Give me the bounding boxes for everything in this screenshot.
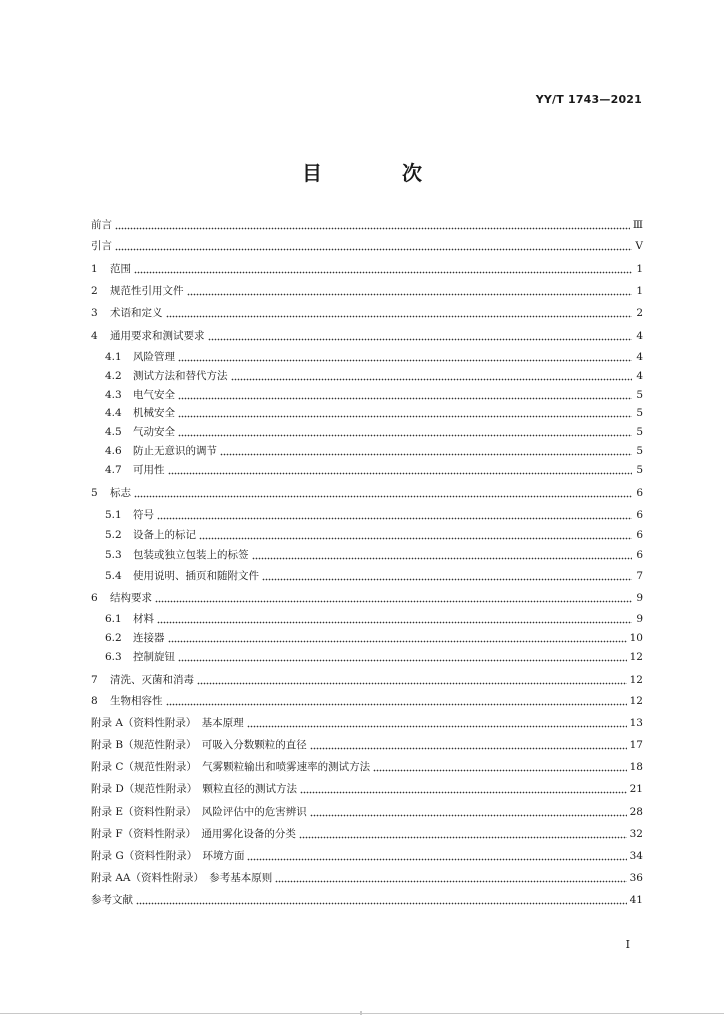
- toc-entry-text: 标志: [110, 487, 131, 499]
- toc-entry-label: [105, 388, 178, 402]
- toc-page-number: 9: [636, 613, 643, 625]
- toc-entry-number: 4: [91, 330, 98, 342]
- toc-entry[interactable]: [105, 608, 643, 626]
- toc-entry-label: [105, 406, 178, 420]
- toc-entry-number: 5: [91, 487, 98, 499]
- toc-entry-text: 可用性: [133, 464, 165, 476]
- toc-dot-leader: [166, 692, 627, 706]
- toc-entry-text: 附录 F（资料性附录） 通用雾化设备的分类: [91, 828, 296, 840]
- toc-entry[interactable]: [91, 734, 643, 752]
- toc-entry-text: 引言: [91, 240, 112, 252]
- toc-entry-text: 使用说明、插页和随附文件: [133, 570, 259, 582]
- toc-entry-text: 附录 AA（资料性附录） 参考基本原则: [91, 872, 273, 884]
- toc-entry[interactable]: [91, 482, 643, 500]
- toc-entry[interactable]: [105, 504, 643, 522]
- toc-entry-text: 设备上的标记: [133, 529, 196, 541]
- toc-page-number: 5: [636, 445, 643, 457]
- toc-entry-text: 前言: [91, 219, 112, 231]
- toc-entry-label: [91, 218, 115, 232]
- toc-entry-text: 范围: [110, 263, 131, 275]
- toc-entry-text: 生物相容性: [110, 695, 163, 707]
- toc-entry[interactable]: [91, 778, 643, 796]
- toc-entry[interactable]: [105, 384, 643, 402]
- toc-entry[interactable]: [105, 565, 643, 583]
- toc-page-number: 7: [636, 570, 643, 582]
- toc-page-number: 10: [629, 632, 643, 644]
- toc-page-number: 4: [636, 370, 643, 382]
- toc-dot-leader: [262, 567, 632, 581]
- toc-dot-leader: [300, 780, 627, 794]
- toc-entry-text: 参考文献: [91, 894, 133, 906]
- toc-entry[interactable]: [91, 587, 643, 605]
- toc-entry[interactable]: [91, 823, 643, 841]
- toc-entry-label: [105, 528, 199, 542]
- toc-entry[interactable]: [105, 346, 643, 364]
- toc-entry[interactable]: [91, 302, 643, 320]
- toc-entry-label: [91, 591, 155, 605]
- toc-entry[interactable]: [105, 627, 643, 645]
- toc-entry-label: [91, 486, 134, 500]
- toc-page-number: 21: [629, 783, 643, 795]
- toc-page-number: 6: [636, 549, 643, 561]
- toc-entry-text: 风险管理: [133, 351, 175, 363]
- toc-entry-label: [105, 631, 168, 645]
- toc-dot-leader: [187, 282, 633, 296]
- toc-entry[interactable]: [91, 867, 643, 885]
- toc-page-number: 5: [636, 407, 643, 419]
- toc-page-number: 2: [636, 307, 643, 319]
- toc-entry-label: [91, 871, 275, 885]
- toc-page-number: 36: [629, 872, 643, 884]
- toc-entry-number: 5.4: [105, 570, 122, 582]
- toc-entry-text: 包装或独立包装上的标签: [133, 549, 249, 561]
- toc-entry-number: 4.6: [105, 445, 122, 457]
- toc-page-number: 1: [636, 263, 643, 275]
- footer-tick: [360, 1011, 362, 1015]
- toc-page-number: 6: [636, 487, 643, 499]
- toc-entry-text: 气动安全: [133, 426, 175, 438]
- toc-page-number: 18: [629, 761, 643, 773]
- toc-entry-label: [105, 548, 252, 562]
- toc-dot-leader: [197, 671, 627, 685]
- toc-page-number: Ⅴ: [635, 240, 643, 252]
- toc-entry[interactable]: [91, 235, 643, 253]
- toc-dot-leader: [115, 216, 630, 230]
- toc-entry-label: [91, 782, 300, 796]
- toc-entry-label: [91, 262, 134, 276]
- toc-entry-label: [105, 508, 157, 522]
- toc-entry-number: 4.4: [105, 407, 122, 419]
- toc-entry-number: 5.1: [105, 509, 122, 521]
- footer-rule: [0, 1013, 724, 1014]
- page-title: 目 次: [302, 161, 452, 185]
- toc-page-number: 9: [636, 592, 643, 604]
- toc-dot-leader: [275, 869, 626, 883]
- toc-entry[interactable]: [105, 402, 643, 420]
- toc-dot-leader: [231, 367, 633, 381]
- toc-entry-text: 电气安全: [133, 389, 175, 401]
- toc-dot-leader: [134, 484, 632, 498]
- toc-entry-label: [91, 239, 115, 253]
- toc-entry-number: 3: [91, 307, 98, 319]
- toc-entry-text: 清洗、灭菌和消毒: [110, 674, 194, 686]
- toc-entry-label: [105, 463, 168, 477]
- toc-entry[interactable]: [91, 258, 643, 276]
- toc-dot-leader: [373, 758, 627, 772]
- toc-entry[interactable]: [91, 756, 643, 774]
- toc-page-number: 6: [636, 509, 643, 521]
- toc-dot-leader: [252, 546, 633, 560]
- toc-entry-label: [91, 306, 166, 320]
- toc-entry[interactable]: [91, 712, 643, 730]
- toc-page-number: 12: [629, 674, 643, 686]
- toc-entry-text: 附录 B（规范性附录） 可吸入分数颗粒的直径: [91, 739, 307, 751]
- toc-entry-number: 6.2: [105, 632, 122, 644]
- toc-entry-label: [105, 425, 178, 439]
- toc-entry-text: 附录 C（规范性附录） 气雾颗粒输出和喷雾速率的测试方法: [91, 761, 371, 773]
- toc-entry-text: 符号: [133, 509, 154, 521]
- toc-entry-label: [91, 893, 136, 907]
- toc-entry[interactable]: [91, 845, 643, 863]
- toc-entry-number: 4.7: [105, 464, 122, 476]
- toc-entry-label: [105, 612, 157, 626]
- toc-page-number: 13: [629, 717, 643, 729]
- toc-dot-leader: [178, 423, 632, 437]
- toc-dot-leader: [115, 237, 632, 251]
- toc-dot-leader: [157, 506, 632, 520]
- toc-page-number: 12: [629, 695, 643, 707]
- toc-entry-label: [91, 284, 187, 298]
- toc-page-number: 5: [636, 389, 643, 401]
- toc-entry-label: [91, 760, 373, 774]
- toc-dot-leader: [178, 404, 632, 418]
- toc-entry-text: 连接器: [133, 632, 165, 644]
- toc-entry-number: 5.3: [105, 549, 122, 561]
- toc-page-number: 4: [636, 330, 643, 342]
- toc-page-number: 12: [629, 651, 643, 663]
- toc-entry-text: 通用要求和测试要求: [110, 330, 205, 342]
- toc-dot-leader: [178, 648, 627, 662]
- toc-dot-leader: [168, 629, 627, 643]
- toc-entry[interactable]: [105, 365, 643, 383]
- toc-entry-text: 机械安全: [133, 407, 175, 419]
- toc-dot-leader: [178, 386, 632, 400]
- toc-entry[interactable]: [91, 889, 643, 907]
- toc-entry[interactable]: [105, 524, 643, 542]
- toc-dot-leader: [136, 891, 627, 905]
- toc-dot-leader: [168, 461, 633, 475]
- toc-entry[interactable]: [91, 325, 643, 343]
- toc-entry-text: 控制旋钮: [133, 651, 175, 663]
- toc-page-number: 32: [629, 828, 643, 840]
- toc-entry-label: [91, 716, 247, 730]
- toc-entry[interactable]: [91, 669, 643, 687]
- toc-entry[interactable]: [91, 801, 643, 819]
- toc-entry-number: 6.3: [105, 651, 122, 663]
- toc-page-number: 34: [629, 850, 643, 862]
- standard-code: YY/T 1743—2021: [535, 93, 642, 106]
- toc-dot-leader: [134, 260, 632, 274]
- toc-page-number: 17: [629, 739, 643, 751]
- toc-dot-leader: [166, 304, 633, 318]
- toc-entry-number: 4.3: [105, 389, 122, 401]
- toc-entry-number: 6: [91, 592, 98, 604]
- toc-page-number: 1: [636, 285, 643, 297]
- toc-entry-text: 附录 G（资料性附录） 环境方面: [91, 850, 245, 862]
- toc-dot-leader: [220, 442, 632, 456]
- toc-entry[interactable]: [91, 690, 643, 708]
- toc-entry-text: 附录 A（资料性附录） 基本原理: [91, 717, 244, 729]
- toc-entry-label: [91, 849, 247, 863]
- toc-entry-text: 防止无意识的调节: [133, 445, 217, 457]
- toc-entry-label: [91, 694, 166, 708]
- toc-entry[interactable]: [105, 421, 643, 439]
- toc-entry-label: [105, 369, 231, 383]
- toc-entry-label: [91, 827, 299, 841]
- toc-entry-number: 6.1: [105, 613, 122, 625]
- toc-entry-text: 结构要求: [110, 592, 152, 604]
- toc-entry-number: 7: [91, 674, 98, 686]
- toc-page-number: 6: [636, 529, 643, 541]
- toc-page-number: 41: [629, 894, 643, 906]
- toc-entry-text: 测试方法和替代方法: [133, 370, 228, 382]
- page-number: Ⅰ: [625, 938, 630, 951]
- toc-entry[interactable]: [91, 214, 643, 232]
- toc-entry-label: [105, 650, 178, 664]
- toc-page-number: Ⅲ: [632, 219, 643, 231]
- toc-entry-number: 4.5: [105, 426, 122, 438]
- toc-entry[interactable]: [105, 646, 643, 664]
- toc-entry-label: [91, 329, 208, 343]
- toc-dot-leader: [247, 714, 627, 728]
- toc-entry-label: [91, 673, 197, 687]
- toc-entry-text: 材料: [133, 613, 154, 625]
- toc-entry-label: [105, 444, 220, 458]
- toc-entry-number: 8: [91, 695, 98, 707]
- toc-entry-text: 规范性引用文件: [110, 285, 184, 297]
- toc-entry-number: 4.2: [105, 370, 122, 382]
- toc-page-number: 4: [636, 351, 643, 363]
- toc-entry-number: 2: [91, 285, 98, 297]
- toc-page-number: 5: [636, 426, 643, 438]
- toc-dot-leader: [155, 589, 632, 603]
- toc-entry-label: [105, 350, 178, 364]
- toc-entry-number: 4.1: [105, 351, 122, 363]
- toc-entry-text: 术语和定义: [110, 307, 163, 319]
- toc-entry-text: 附录 D（规范性附录） 颗粒直径的测试方法: [91, 783, 298, 795]
- toc-page-number: 28: [629, 806, 643, 818]
- toc-entry-number: 5.2: [105, 529, 122, 541]
- toc-dot-leader: [310, 736, 627, 750]
- toc-dot-leader: [310, 803, 627, 817]
- toc-entry[interactable]: [91, 280, 643, 298]
- toc-entry-text: 附录 E（资料性附录） 风险评估中的危害辨识: [91, 806, 307, 818]
- toc-page-number: 5: [636, 464, 643, 476]
- toc-dot-leader: [208, 327, 633, 341]
- toc-dot-leader: [178, 348, 632, 362]
- toc-entry-label: [91, 738, 310, 752]
- toc-dot-leader: [199, 526, 632, 540]
- toc-dot-leader: [299, 825, 627, 839]
- toc-entry[interactable]: [105, 544, 643, 562]
- toc-dot-leader: [157, 610, 632, 624]
- toc-entry-label: [91, 805, 310, 819]
- toc-entry-label: [105, 569, 262, 583]
- toc-entry[interactable]: [105, 459, 643, 477]
- toc-entry[interactable]: [105, 440, 643, 458]
- toc-entry-number: 1: [91, 263, 98, 275]
- toc-dot-leader: [247, 847, 626, 861]
